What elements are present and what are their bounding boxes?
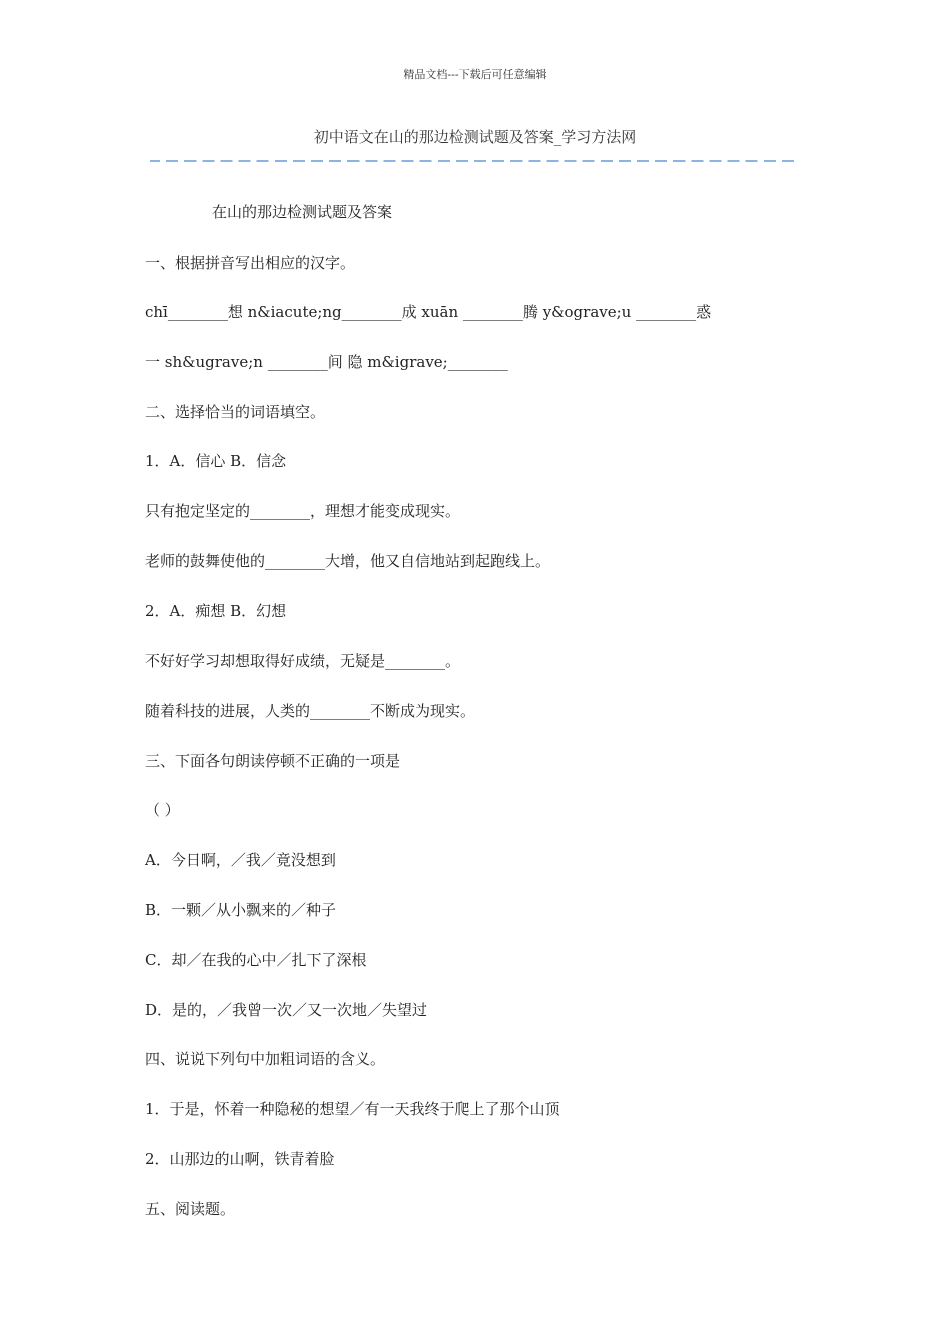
option-d: D．是的，／我曾一次／又一次地／失望过 — [145, 1001, 428, 1019]
pinyin-line-2: 一 sh&ugrave;n ________间 隐 m&igrave;________ — [145, 353, 508, 371]
question-2-2-sentence-a: 不好好学习却想取得好成绩，无疑是________。 — [145, 652, 461, 670]
section-1-heading: 一、根据拼音写出相应的汉字。 — [145, 254, 356, 272]
answer-bracket: （ ） — [145, 801, 180, 819]
section-4-heading: 四、说说下列句中加粗词语的含义。 — [145, 1050, 386, 1068]
section-3-heading: 三、下面各句朗读停顿不正确的一项是 — [145, 752, 401, 770]
title-divider — [150, 160, 800, 162]
question-2-1-sentence-b: 老师的鼓舞使他的________大增，他又自信地站到起跑线上。 — [145, 552, 551, 570]
section-2-heading: 二、选择恰当的词语填空。 — [145, 403, 326, 421]
pinyin-line-1: chī________想 n&iacute;ng________成 xuān ________腾 y&ograve;u ________惑 — [145, 303, 712, 321]
section-5-heading: 五、阅读题。 — [145, 1200, 236, 1218]
document-subtitle: 在山的那边检测试题及答案 — [212, 203, 393, 221]
question-2-2-options: 2．A．痴想 B．幻想 — [145, 602, 287, 620]
page-header-note: 精品文档---下载后可任意编辑 — [403, 68, 547, 81]
question-4-2: 2．山那边的山啊，铁青着脸 — [145, 1150, 335, 1168]
question-2-1-options: 1．A．信心 B．信念 — [145, 452, 287, 470]
option-a: A．今日啊，／我／竟没想到 — [145, 851, 336, 869]
option-c: C．却／在我的心中／扎下了深根 — [145, 951, 367, 969]
option-b: B．一颗／从小飘来的／种子 — [145, 901, 337, 919]
question-2-2-sentence-b: 随着科技的进展，人类的________不断成为现实。 — [145, 702, 476, 720]
document-title: 初中语文在山的那边检测试题及答案_学习方法网 — [313, 128, 637, 146]
question-2-1-sentence-a: 只有抱定坚定的________，理想才能变成现实。 — [145, 502, 461, 520]
question-4-1: 1．于是，怀着一种隐秘的想望／有一天我终于爬上了那个山顶 — [145, 1100, 560, 1118]
